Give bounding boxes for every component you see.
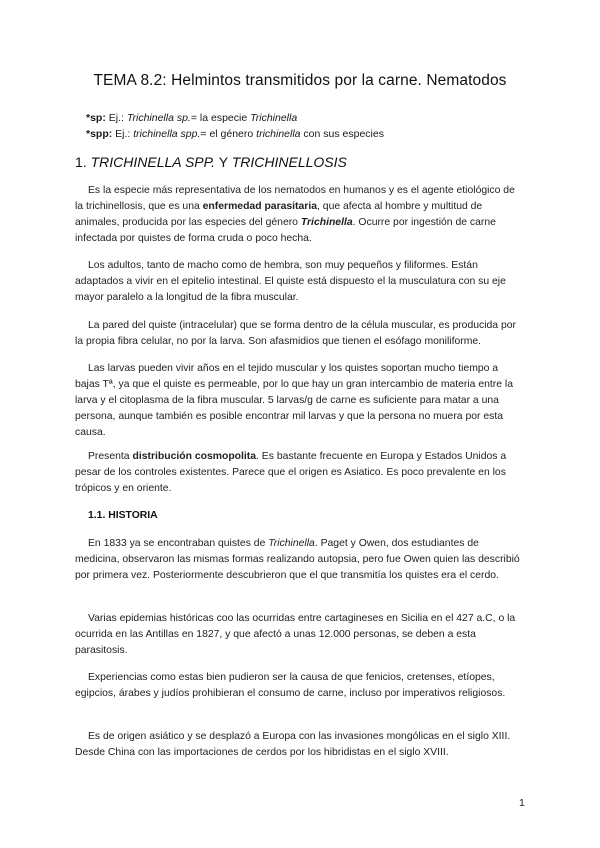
subsection-heading: 1.1. HISTORIA bbox=[88, 510, 158, 521]
paragraph-7: Varias epidemias históricas coo las ocurridas entre cartagineses en Sicilia en el 427 a.C, o la ocurrida en las Antillas en 1827, y que afectó a unas 12.000 personas, se deben a esta parasitosis. bbox=[75, 613, 516, 656]
paragraph-bold-italic: Trichinella bbox=[300, 217, 353, 228]
definition-text: = el género bbox=[200, 128, 257, 140]
paragraph-bold: enfermedad parasitaria bbox=[202, 201, 318, 212]
section-heading bbox=[75, 154, 347, 170]
definition-text: con sus especies bbox=[300, 128, 384, 140]
definition-key: *sp: bbox=[86, 112, 106, 124]
section-number: 1. bbox=[75, 154, 91, 170]
definition-text: = la especie bbox=[190, 112, 251, 124]
paragraph-9: Es de origen asiático y se desplazó a Europa con las invasiones mongólicas en el siglo XIII. Desde China con las importaciones de cerdos por los hibridistas en el siglo XVIII. bbox=[75, 731, 511, 758]
paragraph-4: Las larvas pueden vivir años en el tejido muscular y los quistes soportan mucho tiempo a bajas Tª, ya que el quiste es permeable, por lo que hay un gran intercambio de materia entre la larva y el citoplasma de la fibra muscular. 5 larvas/g de carne es suficiente para matar a una persona, aunque también es posible encontrar mil larvas y que la persona no muera por esta causa. bbox=[75, 363, 514, 438]
definition-sp bbox=[86, 110, 384, 126]
section-title-text: Y bbox=[215, 154, 232, 170]
paragraph-text: , que afecta al hombre y multitud de animales, producida por las especies del género bbox=[75, 201, 483, 228]
page-number: 1 bbox=[519, 797, 525, 809]
paragraph-text: Es la especie más representativa de los nematodos en humanos y es el agente etiológico de la trichinellosis, que es una bbox=[75, 185, 515, 212]
paragraph-italic: Trichinella bbox=[268, 538, 315, 549]
definition-text: Ej.: bbox=[112, 128, 134, 140]
paragraph-text: . Paget y Owen, dos estudiantes de medicina, observaron las mismas formas realizando autopsia, pero fue Owen quien las describió por primera vez. Posteriormente descubrieron que el que transmitía los quistes era el cerdo. bbox=[75, 538, 520, 581]
definition-italic: Trichinella bbox=[250, 112, 298, 124]
definition-italic: Trichinella sp. bbox=[126, 112, 191, 124]
paragraph-2: Los adultos, tanto de macho como de hembra, son muy pequeños y filiformes. Están adaptados a vivir en el epitelio intestinal. El quiste está dispuesto el la musculatura con su eje mayor paralelo a la longitud de la fibra muscular. bbox=[75, 260, 506, 303]
paragraph-text: . Es bastante frecuente en Europa y Estados Unidos a pesar de los controles existentes. Parece que el origen es Asiatico. Es poco prevalente en los trópicos y en oriente. bbox=[75, 451, 507, 494]
definitions bbox=[86, 110, 384, 142]
section-title-italic: TRICHINELLA SPP. bbox=[90, 154, 216, 170]
paragraph-5 bbox=[75, 449, 525, 497]
page-title: TEMA 8.2: Helmintos transmitidos por la carne. Nematodos bbox=[93, 72, 507, 89]
definition-text: Ej.: bbox=[105, 112, 127, 124]
definition-italic: trichinella bbox=[256, 128, 301, 140]
paragraph-text: Presenta bbox=[88, 451, 133, 462]
paragraph-1 bbox=[75, 183, 525, 247]
definition-key: *spp: bbox=[86, 128, 113, 140]
paragraph-6 bbox=[75, 536, 525, 584]
paragraph-text: . Ocurre por ingestión de carne infectada por quistes de forma cruda o poco hecha. bbox=[75, 217, 496, 244]
definition-spp bbox=[86, 126, 384, 142]
paragraph-text: En 1833 ya se encontraban quistes de bbox=[88, 538, 269, 549]
paragraph-bold: distribución cosmopolita bbox=[132, 451, 257, 462]
definition-italic: trichinella spp. bbox=[133, 128, 201, 140]
section-title-italic: TRICHINELLOSIS bbox=[231, 154, 347, 170]
paragraph-3: La pared del quiste (intracelular) que se forma dentro de la célula muscular, es producida por la propia fibra celular, no por la larva. Son afasmidios que tienen el esófago moniliforme. bbox=[75, 320, 516, 347]
paragraph-8: Experiencias como estas bien pudieron ser la causa de que fenicios, cretenses, etíopes, egipcios, árabes y judíos prohibieran el consumo de carne, incluso por imperativos religiosos. bbox=[75, 672, 506, 699]
